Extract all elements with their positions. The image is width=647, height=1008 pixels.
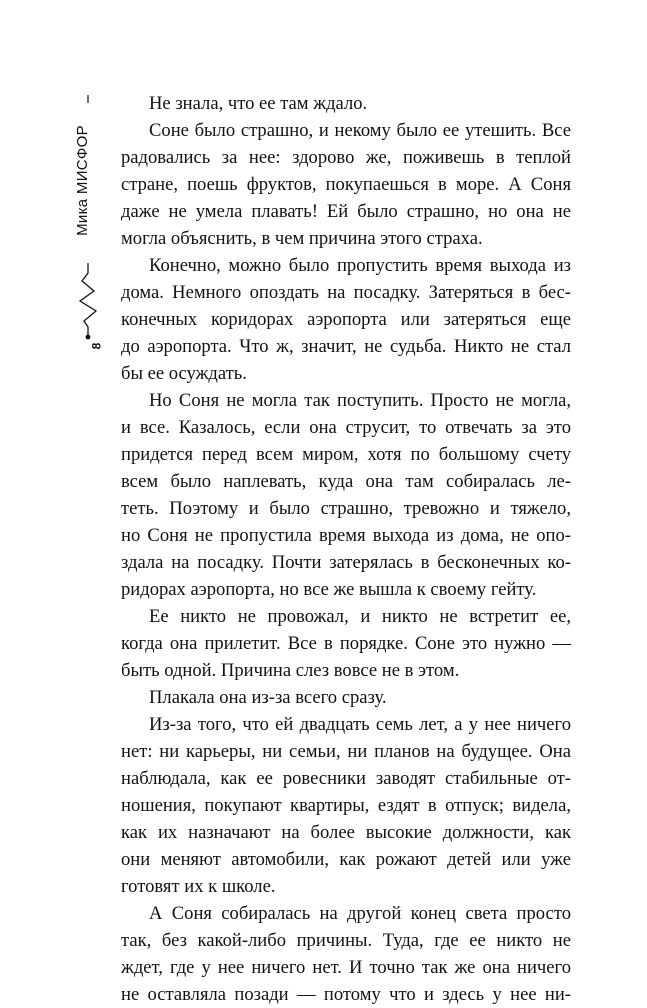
text-line: так, без какой-либо причины. Туда, где ее никто не — [121, 930, 571, 951]
text-line: Соне было страшно, и некому было ее утешить. Все — [149, 120, 571, 141]
text-line: радовались за нее: здорово же, поживешь в теплой — [121, 147, 571, 168]
text-line: до аэропорта. Что ж, значит, не судьба. Никто не стал — [121, 336, 571, 357]
text-line: ридорах аэропорта, но все же вышла к своему гейту. — [121, 579, 537, 600]
text-line: конечных коридорах аэропорта или затеряться еще — [121, 309, 571, 330]
text-line: но Соня не пропустила время выхода из дома, не опо- — [121, 525, 571, 546]
running-title-text: Мика МИСФОР — [73, 124, 91, 236]
paragraph — [121, 684, 571, 711]
text-line: придется перед всем миром, хотя по большому счету — [121, 444, 571, 465]
paragraph — [121, 711, 571, 900]
text-line: Но Соня не могла так поступить. Просто не могла, — [149, 390, 571, 411]
text-line: Конечно, можно было пропустить время выхода из — [149, 255, 571, 276]
page-number-text: 8 — [89, 342, 103, 350]
text-line: Ее никто не провожал, и никто не встретит ее, — [149, 606, 571, 627]
text-line: теть. Поэтому и было страшно, тревожно и тяжело, — [121, 498, 571, 519]
paragraph — [121, 90, 571, 117]
text-line: не оставляла позади — потому что и здесь у нее ни- — [121, 984, 571, 1005]
text-line: могла объяснить, в чем причина этого страха. — [121, 228, 483, 249]
text-line: здала на посадку. Почти затерялась в бесконечных ко- — [121, 552, 571, 573]
text-line: Плакала она из-за всего сразу. — [149, 687, 387, 708]
text-line: А Соня собиралась на другой конец света просто — [149, 903, 571, 924]
paragraph — [121, 900, 571, 1008]
text-line: бы ее осуждать. — [121, 363, 247, 384]
paragraph — [121, 387, 571, 603]
text-line: всем было наплевать, куда она там собиралась ле- — [121, 471, 571, 492]
page-number — [84, 336, 108, 356]
text-line: нет: ни карьеры, ни семьи, ни планов на будущее. Она — [121, 741, 571, 762]
text-line: когда она прилетит. Все в порядке. Соне это нужно — — [121, 633, 571, 654]
paragraph — [121, 117, 571, 252]
pulse-line-ornament — [73, 95, 100, 345]
text-line: как их назначают на более высокие должности, как — [121, 822, 571, 843]
text-line: дома. Немного опоздать на посадку. Затеряться в бес- — [121, 282, 571, 303]
text-line: готовят их к школе. — [121, 876, 276, 897]
text-line: ждет, где у нее ничего нет. И точно так же она ничего — [121, 957, 571, 978]
text-line: и все. Казалось, если она струсит, то отвечать за это — [121, 417, 571, 438]
text-line: Из-за того, что ей двадцать семь лет, а у нее ничего — [149, 714, 571, 735]
paragraph — [121, 603, 571, 684]
text-line: быть одной. Причина слез вовсе не в этом. — [121, 660, 460, 681]
text-line: они меняют автомобили, как рожают детей или уже — [121, 849, 571, 870]
text-line: стране, поешь фруктов, покупаешься в море. А Соня — [121, 174, 571, 195]
text-line: ношения, покупают квартиры, ездят в отпуск; видела, — [121, 795, 571, 816]
body-text — [121, 90, 571, 1008]
text-line: Не знала, что ее там ждало. — [149, 93, 368, 114]
text-line: наблюдала, как ее ровесники заводят стабильные от- — [121, 768, 571, 789]
paragraph — [121, 252, 571, 387]
text-line: даже не умела плавать! Ей было страшно, но она не — [121, 201, 571, 222]
